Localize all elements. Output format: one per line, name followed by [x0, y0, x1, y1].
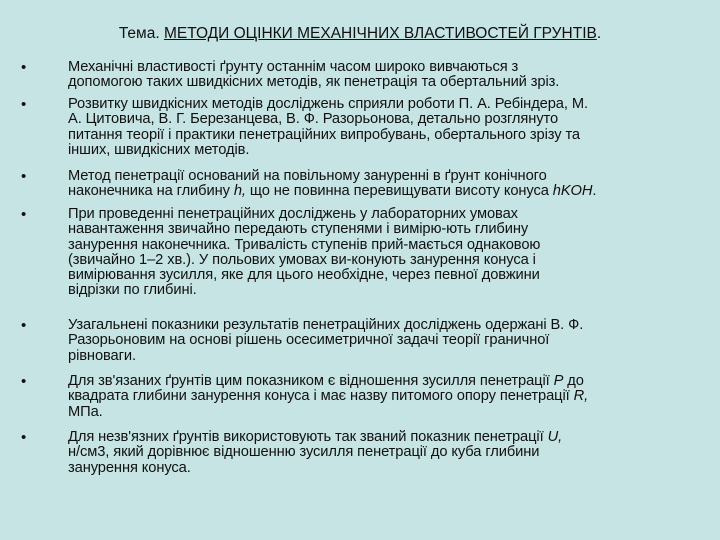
text-line: (звичайно 1–2 хв.). У польових умовах ви-конують занурення конуса і: [68, 251, 536, 268]
text-line: відрізки по глибині.: [68, 282, 197, 299]
text-line: вимірювання зусилля, яке для цього необхідне, через певної довжини: [68, 267, 540, 284]
text-line: При проведенні пенетраційних досліджень у лабораторних умовах: [68, 206, 518, 222]
text-line: Узагальнені показники результатів пенетраційних досліджень одержані В. Ф.: [68, 317, 584, 333]
text-line: навантаження звичайно передають ступенями і вимірю-ють глибину: [68, 221, 529, 238]
symbol-p: P: [553, 373, 564, 389]
bullet-marker: •: [21, 59, 27, 76]
symbol-r: R,: [573, 388, 589, 405]
symbol-u: U,: [547, 429, 563, 445]
text-segment: квадрата глибини занурення конуса і має назву питомого опору пенетрації: [68, 388, 574, 405]
text-segment: Для незв'язних ґрунтів використовують так званий показник пенетрації: [68, 429, 548, 445]
bullet-marker: •: [21, 317, 27, 334]
text-line: Розвитку швидкісних методів досліджень сприяли роботи П. А. Ребіндера, М.: [68, 96, 588, 112]
title-suffix: .: [596, 25, 602, 42]
text-line: рівноваги.: [68, 347, 136, 364]
text-line: [68, 430, 696, 445]
slide-title: [0, 24, 720, 44]
text-line: [68, 389, 696, 404]
bullet-text: [68, 430, 696, 476]
text-line: занурення конуса.: [68, 459, 191, 476]
bullet-text: [68, 169, 696, 200]
bullet-text: [68, 60, 696, 91]
bullet-text: [68, 374, 696, 420]
text-segment: Для зв'язаних ґрунтів цим показником є відношення зусилля пенетрації: [68, 373, 554, 389]
text-line: н/см3, який дорівнює відношенню зусилля пенетрації до куба глибини: [68, 444, 540, 461]
bullet-marker: •: [21, 206, 27, 223]
text-line: [68, 184, 696, 199]
bullet-text: [68, 207, 696, 299]
text-line: А. Цитовича, В. Г. Березанцева, В. Ф. Разорьонова, детально розглянуто: [68, 111, 559, 128]
text-line: інших, швидкісних методів.: [68, 141, 250, 158]
text-line: Разорьоновим на основі рішень осесиметричної задачі теорії граничної: [68, 332, 550, 349]
text-line: МПа.: [68, 403, 103, 420]
text-line: питання теорії і практики пенетраційних випробувань, обертального зрізу та: [68, 126, 580, 143]
text-segment: до: [563, 373, 584, 389]
bullet-marker: •: [21, 96, 27, 113]
text-segment: наконечника на глибину: [68, 183, 234, 200]
symbol-hkon: hKOH: [552, 183, 593, 200]
bullet-text: [68, 318, 696, 364]
bullet-marker: •: [21, 429, 27, 446]
title-prefix: Тема.: [118, 25, 164, 42]
text-line: Механічні властивості ґрунту останнім часом широко вивчаються з: [68, 59, 519, 75]
title-main: МЕТОДИ ОЦІНКИ МЕХАНІЧНИХ ВЛАСТИВОСТЕЙ ГРУНТІВ: [163, 25, 597, 42]
symbol-h: h,: [233, 183, 246, 200]
text-line: занурення наконечника. Тривалість ступенів прий-мається однаковою: [68, 236, 541, 253]
text-line: допомогою таких швидкісних методів, як пенетрація та обертальний зріз.: [68, 74, 560, 91]
text-line: Метод пенетрації оснований на повільному зануренні в ґрунт конічного: [68, 168, 547, 184]
bullet-marker: •: [21, 373, 27, 390]
text-segment: що не повинна перевищувати висоту конуса: [245, 183, 553, 200]
bullet-text: [68, 97, 696, 158]
text-segment: .: [592, 183, 597, 200]
bullet-marker: •: [21, 168, 27, 185]
text-line: [68, 374, 696, 389]
